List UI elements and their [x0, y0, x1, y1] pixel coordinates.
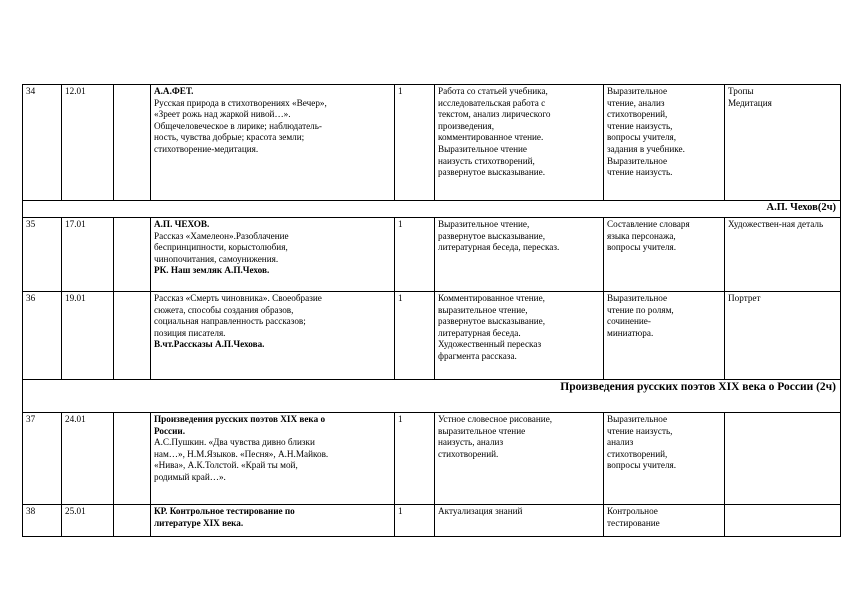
activity-line: Выразительное чтение [438, 143, 528, 154]
theory-line: Медитация [728, 97, 772, 108]
control-line: чтение наизусть, [607, 425, 673, 436]
lesson-control [604, 292, 725, 380]
topic-line: социальная направленность рассказов; [154, 316, 306, 327]
lesson-activities [435, 85, 604, 201]
blank-cell [114, 505, 151, 537]
activity-line: Выразительное чтение, [438, 219, 530, 229]
theory-line: Художествен-ная деталь [728, 219, 824, 229]
topic-line: ность, чувства добрые; красота земли; [154, 132, 305, 143]
activity-line: выразительное чтение [438, 425, 526, 436]
lesson-topic [151, 218, 395, 292]
topic-extra: В.чт.Рассказы А.П.Чехова. [154, 339, 265, 350]
lesson-number: 37 [23, 413, 62, 505]
control-line: чтение по ролям, [607, 304, 674, 315]
section-title: Произведения русских поэтов XIX века о России (2ч) [23, 380, 841, 413]
topic-title: Произведения русских поэтов XIX века о [154, 414, 326, 424]
control-line: вопросы учителя, [607, 132, 677, 143]
topic-line: нам…», Н.М.Языков. «Песня», А.Н.Майков. [154, 448, 329, 459]
lesson-activities [435, 505, 604, 537]
control-line: чтение наизусть. [607, 167, 673, 178]
control-line: тестирование [607, 517, 660, 528]
activity-line: стихотворений. [438, 448, 499, 459]
lesson-date: 17.01 [62, 218, 114, 292]
activity-line: литературная беседа. [438, 327, 521, 338]
lesson-activities [435, 413, 604, 505]
activity-line: комментированное чтение. [438, 132, 544, 143]
lesson-activities [435, 292, 604, 380]
lesson-date: 12.01 [62, 85, 114, 201]
lesson-control [604, 218, 725, 292]
table-row [23, 292, 841, 380]
control-line: сочинение- [607, 316, 651, 327]
theory-line: Портрет [728, 293, 761, 303]
control-line: стихотворений, [607, 448, 668, 459]
lesson-control [604, 85, 725, 201]
blank-cell [114, 292, 151, 380]
lesson-number: 34 [23, 85, 62, 201]
activity-line: Комментированное чтение, [438, 293, 545, 303]
lesson-number: 35 [23, 218, 62, 292]
section-row [23, 201, 841, 218]
activity-line: произведения, [438, 120, 494, 131]
control-line: Выразительное [607, 414, 668, 424]
lesson-control [604, 413, 725, 505]
lesson-topic [151, 292, 395, 380]
lesson-date: 19.01 [62, 292, 114, 380]
section-title: А.П. Чехов(2ч) [23, 201, 841, 218]
control-line: миниатюра. [607, 327, 654, 338]
blank-cell [114, 85, 151, 201]
theory-line: Тропы [728, 86, 754, 96]
control-line: Выразительное [607, 293, 668, 303]
lesson-theory [725, 85, 841, 201]
activity-line: выразительное чтение, [438, 304, 528, 315]
lesson-date: 24.01 [62, 413, 114, 505]
lesson-theory [725, 505, 841, 537]
topic-title: А.П. ЧЕХОВ. [154, 219, 210, 229]
control-line: Составление словаря [607, 219, 690, 229]
lesson-number: 36 [23, 292, 62, 380]
activity-line: Устное словесное рисование, [438, 414, 553, 424]
lesson-hours: 1 [395, 413, 435, 505]
control-line: Контрольное [607, 506, 658, 516]
topic-line: чинопочитания, самоунижения. [154, 253, 279, 264]
lesson-number: 38 [23, 505, 62, 537]
topic-line: А.С.Пушкин. «Два чувства дивно близки [154, 437, 315, 448]
activity-line: развернутое высказывание, [438, 230, 546, 241]
topic-title: А.А.ФЕТ. [154, 86, 194, 96]
lesson-theory [725, 292, 841, 380]
control-line: Выразительное [607, 155, 668, 166]
control-line: вопросы учителя. [607, 242, 677, 253]
topic-line: позиция писателя. [154, 327, 226, 338]
control-line: анализ [607, 437, 634, 448]
lesson-hours: 1 [395, 85, 435, 201]
table-row [23, 413, 841, 505]
activity-line: развернутое высказывание, [438, 316, 546, 327]
topic-title: России. [154, 425, 186, 436]
control-line: чтение наизусть, [607, 120, 673, 131]
control-line: стихотворений, [607, 109, 668, 120]
control-line: вопросы учителя. [607, 460, 677, 471]
lesson-theory [725, 413, 841, 505]
topic-line: Русская природа в стихотворениях «Вечер», [154, 97, 327, 108]
activity-line: фрагмента рассказа. [438, 350, 517, 361]
blank-cell [114, 218, 151, 292]
lesson-topic [151, 85, 395, 201]
section-row [23, 380, 841, 413]
lesson-activities [435, 218, 604, 292]
activity-line: наизусть стихотворений, [438, 155, 535, 166]
lesson-plan-table [22, 84, 841, 537]
topic-line: беспринципности, корыстолюбия, [154, 242, 288, 253]
topic-line: сюжета, способы создания образов, [154, 304, 294, 315]
control-line: Выразительное [607, 86, 668, 96]
activity-line: Работа со статьей учебника, [438, 86, 548, 96]
table-row [23, 85, 841, 201]
control-line: языка персонажа, [607, 230, 676, 241]
activity-line: развернутое высказывание. [438, 167, 546, 178]
topic-line: «Нива», А.К.Толстой. «Край ты мой, [154, 460, 298, 471]
activity-line: наизусть, анализ [438, 437, 504, 448]
control-line: задания в учебнике. [607, 143, 685, 154]
topic-line: стихотворение-медитация. [154, 143, 259, 154]
topic-title: литературе XIX века. [154, 517, 244, 528]
table-row [23, 505, 841, 537]
table-row [23, 218, 841, 292]
control-line: чтение, анализ [607, 97, 665, 108]
topic-line: «Зреет рожь над жаркой нивой…». [154, 109, 291, 120]
topic-line: Рассказ «Хамелеон».Разоблачение [154, 230, 289, 241]
activity-line: текстом, анализ лирического [438, 109, 551, 120]
lesson-topic [151, 505, 395, 537]
activity-line: исследовательская работа с [438, 97, 546, 108]
activity-line: литературная беседа, пересказ. [438, 242, 560, 253]
topic-extra: РК. Наш земляк А.П.Чехов. [154, 265, 270, 276]
lesson-topic [151, 413, 395, 505]
blank-cell [114, 413, 151, 505]
lesson-hours: 1 [395, 292, 435, 380]
lesson-date: 25.01 [62, 505, 114, 537]
topic-line: Общечеловеческое в лирике; наблюдатель- [154, 120, 322, 131]
lesson-hours: 1 [395, 505, 435, 537]
lesson-control [604, 505, 725, 537]
lesson-theory [725, 218, 841, 292]
topic-line: Рассказ «Смерть чиновника». Своеобразие [154, 293, 322, 303]
topic-title: КР. Контрольное тестирование по [154, 506, 295, 516]
activity-line: Художественный пересказ [438, 339, 542, 350]
lesson-hours: 1 [395, 218, 435, 292]
topic-line: родимый край…». [154, 471, 226, 482]
activity-line: Актуализация знаний [438, 506, 523, 516]
